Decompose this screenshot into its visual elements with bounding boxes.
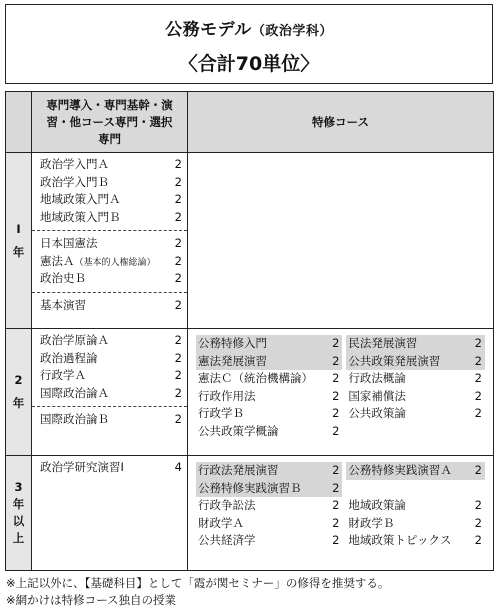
course-credits: 2 [174,350,182,365]
course-credits: 2 [174,209,182,224]
course-credits: 2 [474,533,482,547]
course-credits: 2 [474,406,482,420]
course-name: 政治学原論Ａ [40,333,109,347]
course-row [32,235,187,253]
course-row [346,515,485,533]
year-1-core-courses [32,153,188,329]
course-credits: 2 [474,353,482,368]
course-credits: 4 [174,460,182,474]
year-3-core-courses [32,456,188,571]
course-row [32,209,187,227]
course-row [346,388,485,406]
course-row [196,405,342,423]
course-name: 地域政策入門Ａ [40,192,121,206]
footnotes [6,575,389,609]
course-row [32,270,187,288]
course-credits: 2 [174,368,182,382]
course-name: 政治学研究演習Ⅰ [40,460,124,474]
course-name: 行政作用法 [198,388,256,403]
course-credits: 2 [474,498,482,512]
title-text: 公務モデル [165,20,252,40]
header-corner [6,92,32,153]
group-separator [32,292,187,293]
title-box [5,4,493,84]
year-label-char: Ⅰ [16,221,21,236]
course-credits: 2 [174,236,182,250]
course-name: 地域政策入門Ｂ [40,209,121,224]
course-credits: 2 [174,253,182,268]
year-3-special-courses [188,456,494,571]
course-name: 国際政治論Ｂ [40,412,109,426]
course-row [196,370,342,388]
course-credits: 2 [332,371,340,385]
course-name: 公共政策発展演習 [348,353,441,368]
title-sub: （政治学科） [251,24,333,39]
course-name: 行政法概論 [348,371,406,385]
year-row-3 [6,456,494,571]
year-1-special-courses [188,153,494,329]
course-credits: 2 [174,192,182,206]
year-label-char: 年 [12,396,25,410]
group-separator [32,230,187,231]
year-2-special-courses [188,329,494,456]
course-name: 公共政策学概論 [198,423,279,438]
year-label-char: 2 [14,373,23,387]
course-credits: 2 [332,480,340,495]
course-credits: 2 [474,371,482,385]
course-row [32,350,187,368]
course-credits: 2 [474,463,482,477]
course-name: 基本演習 [40,297,86,312]
course-row [346,353,485,371]
year-label-char: 3 [14,480,23,494]
course-row [196,462,342,480]
course-name: 公共政策論 [348,406,406,420]
course-row [32,191,187,209]
course-row [32,411,187,429]
course-name-wrap [40,253,156,271]
course-row [196,353,342,371]
course-note: （基本的人権総論） [74,257,156,268]
course-row [32,297,187,315]
course-credits: 2 [332,406,340,420]
course-row [32,174,187,192]
course-row [346,497,485,515]
course-row [32,332,187,350]
course-row [346,480,485,498]
course-row [196,388,342,406]
course-name: 財政学Ａ [198,515,244,530]
course-name: 地域政策トピックス [348,533,452,547]
course-credits: 2 [332,423,340,438]
course-row [32,156,187,174]
course-credits: 2 [174,412,182,426]
header-col1: 専門導入・専門基幹・演習・他コース専門・選択専門 [32,92,188,153]
course-name: 公共経済学 [198,533,256,547]
course-name: 行政学Ｂ [198,406,244,420]
course-row [32,459,187,477]
course-row [32,253,187,271]
year-label-char: 年 [12,244,25,259]
course-name: 行政法発展演習 [198,463,279,477]
course-row [196,515,342,533]
course-credits: 2 [332,515,340,530]
course-row [346,532,485,550]
course-row [346,462,485,480]
course-name: 地域政策論 [348,498,406,512]
course-row [196,480,342,498]
course-row [346,370,485,388]
course-credits: 2 [174,271,182,285]
course-credits: 2 [174,174,182,189]
course-row [196,532,342,550]
course-credits: 2 [174,297,182,312]
course-credits: 2 [332,353,340,368]
course-name: 公務特修実践演習Ｂ [198,480,302,495]
course-name: 国際政治論Ａ [40,385,109,400]
course-row [346,335,485,353]
course-name: 政治史Ｂ [40,271,86,285]
header-col2: 特修コース [188,92,494,153]
year-label-2 [6,329,32,456]
course-row [196,423,342,441]
course-credits: 2 [332,533,340,547]
year-row-1 [6,153,494,329]
course-credits: 2 [174,333,182,347]
title-total: 〈合計70単位〉 [178,53,320,75]
course-row [196,335,342,353]
course-credits: 2 [332,388,340,403]
year-label-1 [6,153,32,329]
footnote-1: ※上記以外に、【基礎科目】として「霞が関セミナー」の修得を推奨する。 [6,576,390,590]
course-credits: 2 [474,336,482,350]
year-label-char: 上 [12,531,25,545]
course-name: 公務特修入門 [198,336,267,350]
year-2-core-courses [32,329,188,456]
course-name: 国家補償法 [348,388,406,403]
course-name: 憲法Ａ [40,253,75,268]
year-label-char: 年 [12,497,25,511]
course-name: 日本国憲法 [40,236,98,250]
course-row [32,385,187,403]
course-row [32,367,187,385]
title-main [6,15,492,40]
year-label-char: 以 [12,514,25,528]
footnote-2: ※網かけは特修コース独自の授業 [6,593,177,607]
curriculum-table [5,91,494,571]
course-name: 政治過程論 [40,350,98,365]
course-credits: 2 [332,336,340,350]
course-name: 憲法Ｃ（統治機構論） [198,371,313,385]
course-credits: 2 [174,385,182,400]
course-name: 民法発展演習 [348,336,418,350]
course-credits: 2 [332,498,340,512]
course-name: 政治学入門Ｂ [40,174,109,189]
year-row-2 [6,329,494,456]
course-name: 財政学Ｂ [348,515,395,530]
course-name: 憲法発展演習 [198,353,267,368]
course-row [346,405,485,423]
course-name: 行政学Ａ [40,368,86,382]
course-credits: 2 [474,515,482,530]
course-name: 行政争訟法 [198,498,256,512]
course-row [196,497,342,515]
course-credits: 2 [474,388,482,403]
group-separator [32,406,187,407]
course-name: 公務特修実践演習Ａ [348,463,452,477]
course-name: 政治学入門Ａ [40,157,109,171]
course-credits: 2 [332,463,340,477]
course-credits: 2 [174,157,182,171]
year-label-3 [6,456,32,571]
header-row [6,92,494,153]
